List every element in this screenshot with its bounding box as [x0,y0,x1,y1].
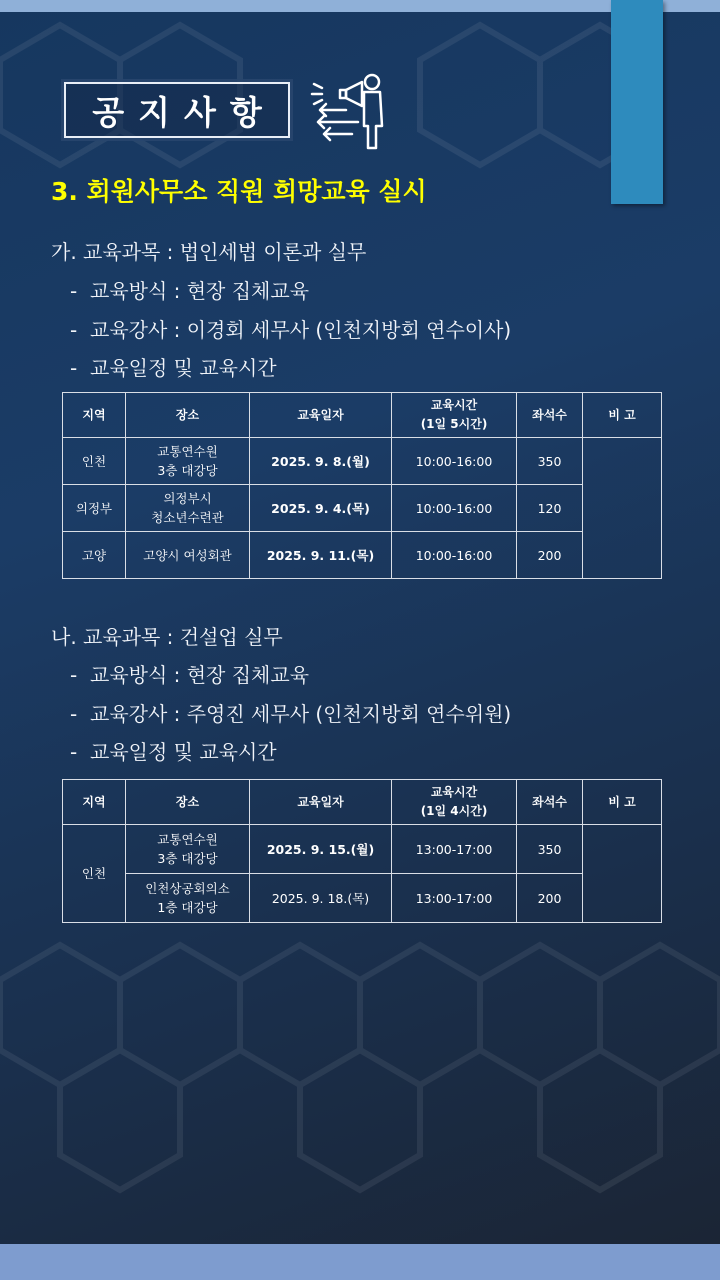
header-note: 비 고 [583,393,662,438]
cell-region: 인천 [63,825,126,923]
cell-date: 2025. 9. 4.(목) [250,485,392,532]
table-row [63,874,662,923]
instructor-a-text: 교육강사 : 이경회 세무사 (인천지방회 연수이사) [90,318,512,342]
header-time [392,780,517,825]
cell-place-1: 인천상공회의소 [145,881,230,896]
table-row [63,532,662,579]
header-date: 교육일자 [250,780,392,825]
method-a-text: 교육방식 : 현장 집체교육 [90,279,310,303]
table-row [63,485,662,532]
cell-place-1: 교통연수원 [157,444,218,459]
cell-time: 10:00-16:00 [392,438,517,485]
cell-time: 10:00-16:00 [392,532,517,579]
course-b: 나. 교육과목 : 건설업 실무 [51,625,283,649]
table-header-row [63,780,662,825]
method-a [70,275,309,304]
dash: - [70,740,78,764]
cell-seats: 350 [517,438,583,485]
header-date: 교육일자 [250,393,392,438]
header-place: 장소 [126,780,250,825]
header-time-2: (1일 4시간) [420,804,488,818]
cell-time: 13:00-17:00 [392,825,517,874]
cell-date: 2025. 9. 8.(월) [250,438,392,485]
cell-place-2: 청소년수련관 [151,510,224,525]
header-time [392,393,517,438]
schedule-a [70,352,277,381]
dash: - [70,702,78,726]
header-region: 지역 [63,393,126,438]
cell-place [126,485,250,532]
schedule-table-a [62,392,662,579]
instructor-a [70,314,511,343]
cell-place-1: 교통연수원 [157,832,218,847]
header-note: 비 고 [583,780,662,825]
cell-place [126,874,250,923]
cell-seats: 200 [517,532,583,579]
accent-tab [611,0,663,204]
dash: - [70,356,78,380]
header-time-1: 교육시간 [430,785,478,799]
cell-place-2: 3층 대강당 [157,851,218,866]
header-seats: 좌석수 [517,393,583,438]
cell-seats: 350 [517,825,583,874]
instructor-b-text: 교육강사 : 주영진 세무사 (인천지방회 연수위원) [90,702,512,726]
table-row [63,438,662,485]
header-time-1: 교육시간 [430,398,478,412]
cell-region: 고양 [63,532,126,579]
table-header-row [63,393,662,438]
header-time-2: (1일 5시간) [420,417,488,431]
method-b [70,659,309,688]
header-seats: 좌석수 [517,780,583,825]
megaphone-person-icon [306,70,392,150]
cell-date: 2025. 9. 18.(목) [250,874,392,923]
section-heading: 3. 회원사무소 직원 희망교육 실시 [51,177,427,206]
cell-note [583,825,662,923]
header-region: 지역 [63,780,126,825]
cell-region: 인천 [63,438,126,485]
course-a: 가. 교육과목 : 법인세법 이론과 실무 [51,240,367,264]
cell-place-1: 의정부시 [163,491,212,506]
cell-seats: 120 [517,485,583,532]
cell-seats: 200 [517,874,583,923]
cell-time: 10:00-16:00 [392,485,517,532]
table-row [63,825,662,874]
dash: - [70,318,78,342]
schedule-table-b [62,779,662,923]
cell-place [126,438,250,485]
schedule-b [70,736,277,765]
cell-place-2: 3층 대강당 [157,463,218,478]
cell-place [126,825,250,874]
cell-note [583,438,662,579]
bottom-bar [0,1244,720,1280]
cell-date: 2025. 9. 11.(목) [250,532,392,579]
dash: - [70,663,78,687]
dash: - [70,279,78,303]
cell-region: 의정부 [63,485,126,532]
cell-time: 13:00-17:00 [392,874,517,923]
method-b-text: 교육방식 : 현장 집체교육 [90,663,310,687]
header-place: 장소 [126,393,250,438]
cell-date: 2025. 9. 15.(월) [250,825,392,874]
schedule-b-text: 교육일정 및 교육시간 [90,740,277,764]
page-title: 공지사항 [64,82,290,138]
cell-place-2: 1층 대강당 [157,900,218,915]
cell-place: 고양시 여성회관 [126,532,250,579]
schedule-a-text: 교육일정 및 교육시간 [90,356,277,380]
instructor-b [70,698,511,727]
